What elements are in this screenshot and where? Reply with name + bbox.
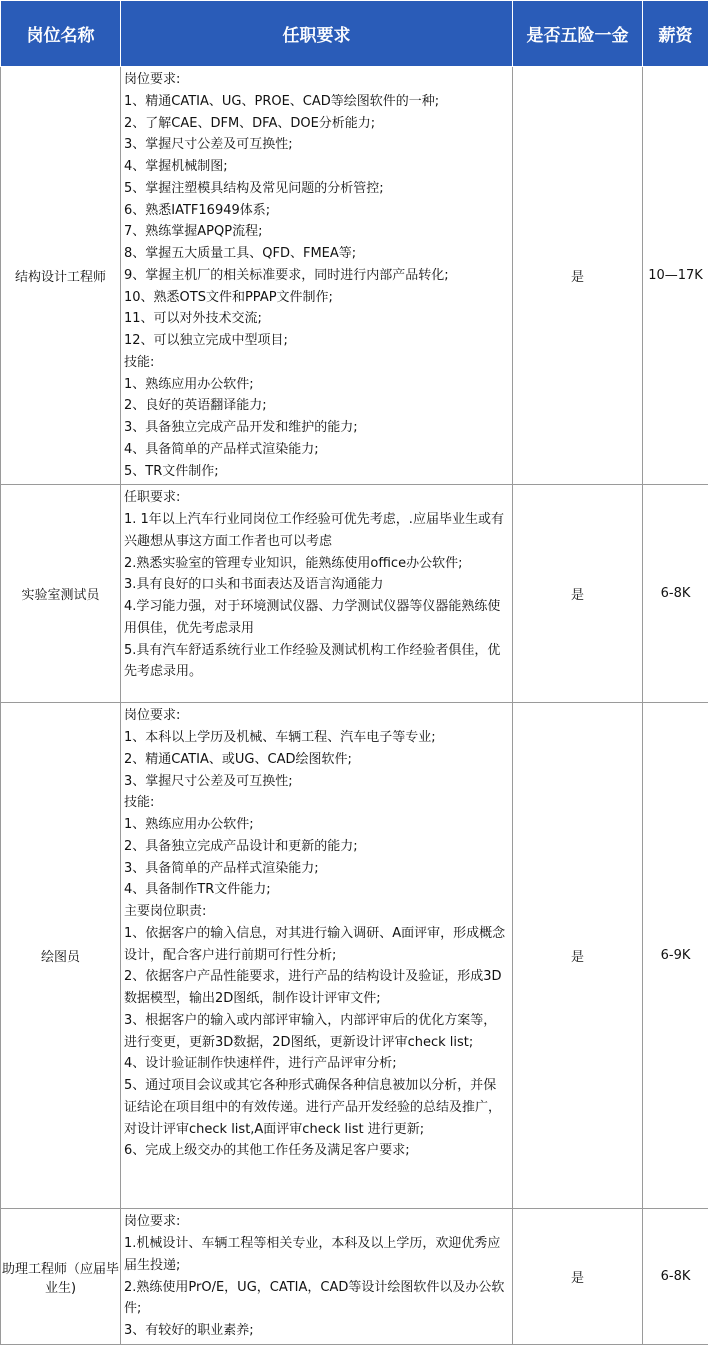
requirement-line: 11、可以对外技术交流;	[124, 308, 509, 330]
salary-cell: 6-8K	[643, 1209, 708, 1345]
requirement-line: 1、依据客户的输入信息，对其进行输入调研、A面评审，形成概念设计，配合客户进行前期可行性分析;	[124, 923, 509, 967]
requirements-cell	[121, 1209, 513, 1345]
header-requirements: 任职要求	[121, 1, 513, 67]
requirement-line: 3、掌握尺寸公差及可互换性;	[124, 134, 509, 156]
table-row	[1, 485, 708, 703]
salary-cell: 10—17K	[643, 67, 708, 485]
header-title: 岗位名称	[1, 1, 121, 67]
insurance-cell: 是	[513, 703, 643, 1209]
requirement-line: 12、可以独立完成中型项目;	[124, 330, 509, 352]
requirement-line: 2.熟练使用PrO/E，UG，CATIA，CAD等设计绘图软件以及办公软件;	[124, 1277, 509, 1321]
requirement-line: 1、熟练应用办公软件;	[124, 814, 509, 836]
requirement-line: 6、完成上级交办的其他工作任务及满足客户要求;	[124, 1140, 509, 1162]
requirement-line: 3.具有良好的口头和书面表达及语言沟通能力	[124, 574, 509, 596]
requirement-line: 2.熟悉实验室的管理专业知识，能熟练使用office办公软件;	[124, 553, 509, 575]
requirement-line: 岗位要求:	[124, 69, 509, 91]
requirement-line: 3、根据客户的输入或内部评审输入，内部评审后的优化方案等，进行变更，更新3D数据，2D图纸，更新设计评审check list;	[124, 1010, 509, 1054]
requirement-line: 4、设计验证制作快速样件，进行产品评审分析;	[124, 1053, 509, 1075]
requirement-line: 2、具备独立完成产品设计和更新的能力;	[124, 836, 509, 858]
requirement-line: 3、具备独立完成产品开发和维护的能力;	[124, 417, 509, 439]
insurance-cell: 是	[513, 67, 643, 485]
requirement-line: 4、具备简单的产品样式渲染能力;	[124, 439, 509, 461]
requirement-line: 3、有较好的职业素养;	[124, 1320, 509, 1342]
job-title-cell: 助理工程师（应届毕业生)	[1, 1209, 121, 1345]
requirement-line: 5、通过项目会议或其它各种形式确保各种信息被加以分析，并保证结论在项目组中的有效传递。进行产品开发经验的总结及推广，对设计评审check list,A面评审check list 进行更新;	[124, 1075, 509, 1140]
table-row	[1, 1209, 708, 1345]
requirement-line: 1.机械设计、车辆工程等相关专业，本科及以上学历，欢迎优秀应届生投递;	[124, 1233, 509, 1277]
job-title-cell: 绘图员	[1, 703, 121, 1209]
table-row	[1, 703, 708, 1209]
requirement-line: 7、熟练掌握APQP流程;	[124, 221, 509, 243]
requirement-line: 技能:	[124, 352, 509, 374]
requirement-line: 1. 1年以上汽车行业同岗位工作经验可优先考虑，.应届毕业生或有兴趣想从事这方面工作者也可以考虑	[124, 509, 509, 553]
requirement-line: 4.学习能力强，对于环境测试仪器、力学测试仪器等仪器能熟练使用俱佳，优先考虑录用	[124, 596, 509, 640]
requirement-line: 6、熟悉IATF16949体系;	[124, 200, 509, 222]
requirement-line: 2、依据客户产品性能要求，进行产品的结构设计及验证，形成3D数据模型，输出2D图纸，制作设计评审文件;	[124, 966, 509, 1010]
requirement-line: 任职要求:	[124, 487, 509, 509]
requirement-line: 5.具有汽车舒适系统行业工作经验及测试机构工作经验者俱佳，优先考虑录用。	[124, 640, 509, 684]
requirement-line: 5、TR文件制作;	[124, 461, 509, 483]
salary-cell: 6-9K	[643, 703, 708, 1209]
requirement-line: 9、掌握主机厂的相关标准要求，同时进行内部产品转化;	[124, 265, 509, 287]
requirement-line: 技能:	[124, 792, 509, 814]
requirement-line: 4、具备制作TR文件能力;	[124, 879, 509, 901]
requirement-line: 8、掌握五大质量工具、QFD、FMEA等;	[124, 243, 509, 265]
header-row	[1, 1, 708, 67]
requirement-line: 主要岗位职责:	[124, 901, 509, 923]
requirement-line: 1、精通CATIA、UG、PROE、CAD等绘图软件的一种;	[124, 91, 509, 113]
header-insurance: 是否五险一金	[513, 1, 643, 67]
requirement-line: 4、掌握机械制图;	[124, 156, 509, 178]
requirements-cell	[121, 485, 513, 703]
header-salary: 薪资	[643, 1, 708, 67]
requirements-cell	[121, 703, 513, 1209]
requirement-line: 3、掌握尺寸公差及可互换性;	[124, 771, 509, 793]
requirement-line: 2、了解CAE、DFM、DFA、DOE分析能力;	[124, 113, 509, 135]
requirement-line: 岗位要求:	[124, 705, 509, 727]
requirements-cell	[121, 67, 513, 485]
requirement-line: 10、熟悉OTS文件和PPAP文件制作;	[124, 287, 509, 309]
requirement-line: 1、熟练应用办公软件;	[124, 374, 509, 396]
requirement-line: 岗位要求:	[124, 1211, 509, 1233]
requirement-line: 1、本科以上学历及机械、车辆工程、汽车电子等专业;	[124, 727, 509, 749]
job-title-cell: 实验室测试员	[1, 485, 121, 703]
insurance-cell: 是	[513, 1209, 643, 1345]
requirement-line: 2、良好的英语翻译能力;	[124, 395, 509, 417]
requirement-line: 5、掌握注塑模具结构及常见问题的分析管控;	[124, 178, 509, 200]
salary-cell: 6-8K	[643, 485, 708, 703]
job-title-cell: 结构设计工程师	[1, 67, 121, 485]
table-row	[1, 67, 708, 485]
requirement-line: 2、精通CATIA、或UG、CAD绘图软件;	[124, 749, 509, 771]
requirement-line: 3、具备简单的产品样式渲染能力;	[124, 858, 509, 880]
insurance-cell: 是	[513, 485, 643, 703]
